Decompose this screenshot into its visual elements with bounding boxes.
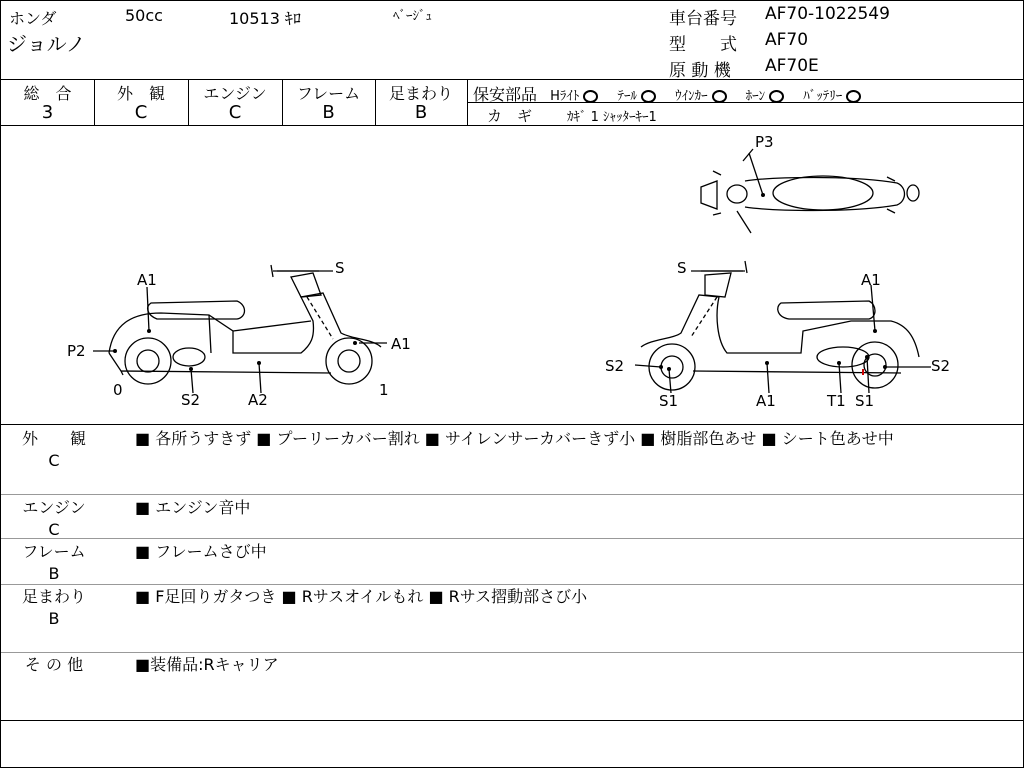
section-text: ■ エンジン音中 (135, 498, 251, 517)
label-a1-front: A1 (391, 335, 411, 353)
safety-item-horn: ﾎｰﾝ (746, 89, 787, 104)
label-a2: A2 (248, 391, 268, 409)
section-grade: C (48, 451, 60, 470)
frame-no-label: 車台番号 (669, 9, 737, 29)
divider (1, 584, 1023, 585)
divider (1, 494, 1023, 495)
grade-total-value: 3 (41, 102, 54, 123)
grade-total-label: 総 合 (23, 84, 72, 103)
circle-icon (846, 90, 861, 103)
scooter-top-view (701, 149, 919, 233)
label-p3: P3 (755, 133, 774, 151)
label-s: S (335, 259, 345, 277)
label-s2: S2 (181, 391, 201, 409)
section-grade: B (48, 564, 60, 583)
section-name: そ の 他 (24, 655, 84, 674)
section-text: ■ F足回りガタつき ■ Rサスオイルもれ ■ Rサス摺動部さび小 (135, 587, 588, 606)
label-one: 1 (379, 381, 389, 399)
section-text: ■ フレームさび中 (135, 542, 267, 561)
divider (1, 720, 1023, 721)
label-t1: T1 (827, 392, 846, 410)
section-text: ■ 各所うすきず ■ プーリーカバー割れ ■ サイレンサーカバーきず小 ■ 樹脂部色あせ ■ シート色あせ中 (135, 429, 894, 448)
displacement: 50cc (125, 6, 163, 25)
type-label: 型 式 (669, 35, 737, 55)
section-name: エンジン (22, 498, 86, 517)
grade-exterior-label: 外 観 (116, 84, 165, 103)
key-label: カ ギ (487, 107, 533, 125)
grade-suspension-value: B (414, 102, 428, 123)
section-grade: B (48, 609, 60, 628)
grade-engine-value: C (228, 102, 242, 123)
label-s2-rear: S2 (931, 357, 951, 375)
section-name: 足まわり (21, 587, 86, 606)
grade-frame-value: B (322, 102, 335, 123)
frame-no: AF70-1022549 (765, 4, 890, 24)
safety-parts (473, 82, 863, 105)
safety-item-winker: ｳｲﾝｶｰ (675, 89, 729, 104)
type-value: AF70 (765, 30, 809, 50)
label-s1-rear: S1 (855, 392, 875, 410)
section-name: 外 観 (21, 429, 86, 448)
engine-label: 原 動 機 (669, 61, 731, 81)
color: ﾍﾞｰｼﾞｭ (393, 9, 432, 24)
safety-item-tail: ﾃｰﾙ (617, 89, 658, 104)
safety-item-battery: ﾊﾞｯﾃﾘｰ (803, 89, 863, 104)
safety-item-headlight: Hﾗｲﾄ (550, 89, 600, 104)
label-s1-front: S1 (659, 392, 679, 410)
divider (1, 538, 1023, 539)
grade-engine-label: エンジン (203, 84, 267, 103)
divider (1, 652, 1023, 653)
label-a1: A1 (137, 271, 157, 289)
grade-exterior-value: C (134, 102, 148, 123)
mileage: 10513 ｷﾛ (229, 9, 301, 28)
divider (1, 424, 1023, 425)
engine-value: AF70E (765, 56, 819, 76)
grade-frame-label: フレーム (296, 84, 361, 103)
label-zero: 0 (113, 381, 123, 399)
key-value: ｶｷﾞ 1 ｼｬｯﾀｰｷｰ1 (567, 110, 657, 125)
grade-suspension-label: 足まわり (388, 84, 453, 103)
circle-icon (583, 90, 598, 103)
section-name: フレーム (22, 542, 86, 561)
maker: ホンダ (9, 9, 57, 28)
circle-icon (641, 90, 656, 103)
label-s-right: S (677, 259, 687, 277)
label-p2: P2 (67, 342, 86, 360)
circle-icon (769, 90, 784, 103)
label-a1-right: A1 (861, 271, 881, 289)
section-text: ■装備品:Rキャリア (135, 655, 279, 674)
scooter-diagram (1, 125, 1023, 424)
section-grade: C (48, 520, 60, 539)
label-s2-front: S2 (605, 357, 625, 375)
safety-label: 保安部品 (473, 85, 538, 104)
circle-icon (712, 90, 727, 103)
model-name: ジョルノ (7, 32, 86, 56)
label-a1-bottom: A1 (756, 392, 776, 410)
divider (1, 79, 1023, 80)
